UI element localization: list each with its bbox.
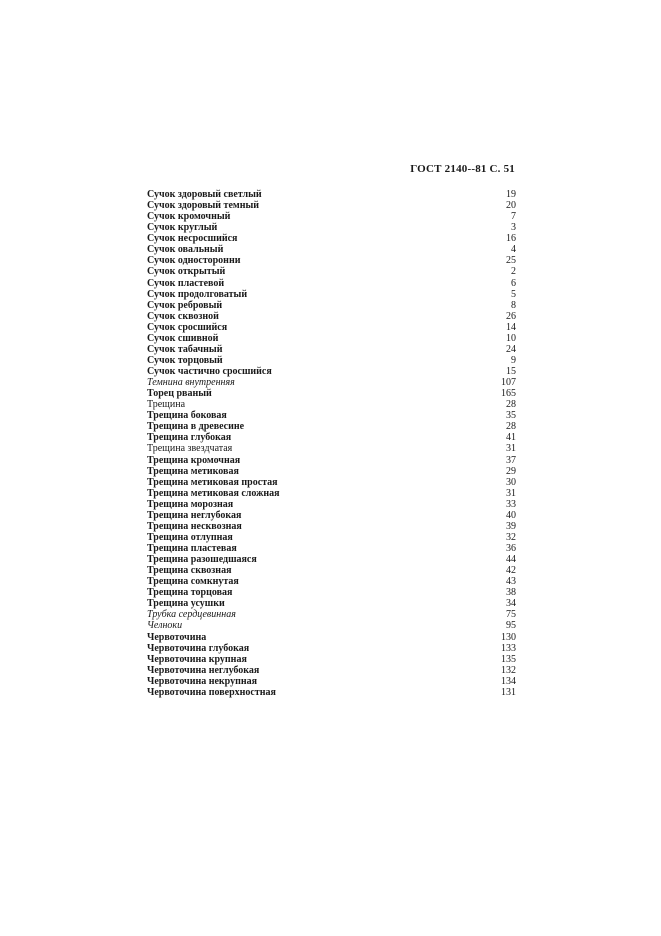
index-term: Сучок сквозной [147,310,219,322]
index-term: Сучок овальный [147,244,224,256]
index-page-number: 42 [506,565,516,577]
index-term: Червоточина крупная [147,653,247,665]
index-entry [147,300,516,311]
index-entry [147,311,516,322]
terms-index [147,189,516,698]
index-page-number: 135 [501,653,516,665]
index-page-number: 2 [511,266,516,278]
index-term: Трещина сквозная [147,565,232,577]
index-term: Трещина пластевая [147,543,237,554]
index-term: Трещина неглубокая [147,509,242,521]
index-entry [147,344,516,355]
index-page-number: 10 [506,332,516,344]
index-term: Трубка сердцевинная [147,609,236,621]
index-entry [147,200,516,211]
index-page-number: 28 [506,421,516,433]
index-entry [147,421,516,432]
index-term: Трещина морозная [147,498,234,510]
index-page-number: 25 [506,255,516,267]
index-term: Сучок открытый [147,266,226,278]
index-page-number: 38 [506,587,516,599]
index-page-number: 107 [501,377,516,389]
index-page-number: 20 [506,200,516,212]
index-term: Червоточина [147,631,207,643]
index-page-number: 16 [506,233,516,245]
index-entry [147,211,516,222]
index-page-number: 9 [511,354,516,366]
index-entry [147,222,516,233]
index-entry [147,410,516,421]
index-term: Сучок здоровый темный [147,200,260,212]
index-page-number: 31 [506,487,516,499]
index-page-number: 40 [506,509,516,521]
index-entry [147,322,516,333]
index-entry [147,576,516,587]
index-page-number: 32 [506,531,516,543]
index-entry [147,499,516,510]
index-term: Трещина несквозная [147,520,242,532]
index-term: Трещина боковая [147,410,227,422]
index-term: Сучок табачный [147,343,223,355]
index-page-number: 165 [501,388,516,400]
index-term: Сучок несросшийся [147,233,238,245]
index-term: Червоточина неглубокая [147,664,260,676]
index-page-number: 19 [506,189,516,200]
index-entry [147,676,516,687]
page-header: ГОСТ 2140--81 С. 51 [410,163,515,175]
index-page-number: 24 [506,343,516,355]
index-page-number: 8 [511,299,516,311]
index-entry [147,587,516,598]
index-page-number: 5 [511,288,516,300]
index-term: Трещина глубокая [147,432,232,444]
index-entry [147,333,516,344]
index-term: Сучок продолговатый [147,288,248,300]
index-page-number: 36 [506,543,516,554]
index-term: Сучок круглый [147,222,218,234]
index-page-number: 30 [506,476,516,488]
index-entry [147,543,516,554]
index-page-number: 95 [506,620,516,632]
index-entry [147,189,516,200]
index-page-number: 44 [506,554,516,566]
index-term: Сучок сросшийся [147,321,228,333]
index-term: Червоточина поверхностная [147,686,276,698]
index-term: Трещина кромочная [147,454,241,466]
index-term: Темнина внутренняя [147,377,235,389]
index-page-number: 133 [501,642,516,654]
index-page-number: 29 [506,465,516,477]
index-term: Трещина в древесине [147,421,245,433]
index-page-number: 6 [511,277,516,289]
index-page-number: 14 [506,321,516,333]
index-entry [147,620,516,631]
index-entry [147,266,516,277]
index-entry [147,565,516,576]
index-term: Сучок торцовый [147,354,223,366]
index-entry [147,399,516,410]
index-page-number: 3 [511,222,516,234]
index-term: Червоточина некрупная [147,675,258,687]
index-term: Сучок частично сросшийся [147,366,272,377]
index-term: Трещина метиковая сложная [147,487,280,499]
index-entry [147,632,516,643]
index-entry [147,643,516,654]
index-entry [147,366,516,377]
index-page-number: 34 [506,598,516,610]
index-page-number: 41 [506,432,516,444]
index-page-number: 75 [506,609,516,621]
index-page-number: 31 [506,443,516,455]
index-entry [147,278,516,289]
index-page-number: 43 [506,576,516,588]
index-page-number: 7 [511,211,516,223]
index-term: Трещина разошедшаяся [147,554,257,566]
index-term: Червоточина глубокая [147,642,250,654]
index-page-number: 33 [506,498,516,510]
index-page-number: 39 [506,520,516,532]
index-page-number: 134 [501,675,516,687]
index-entry [147,432,516,443]
index-entry [147,609,516,620]
index-term: Трещина метиковая простая [147,476,278,488]
index-entry [147,510,516,521]
index-entry [147,488,516,499]
index-term: Сучок ребровый [147,299,223,311]
index-entry [147,289,516,300]
index-page-number: 130 [501,631,516,643]
index-term: Торец рваный [147,388,212,400]
index-page-number: 35 [506,410,516,422]
index-term: Трещина отлупная [147,531,233,543]
index-page-number: 132 [501,664,516,676]
index-term: Трещина звездчатая [147,443,233,455]
index-entry [147,598,516,609]
index-entry [147,654,516,665]
index-entry [147,255,516,266]
index-entry [147,532,516,543]
index-entry [147,665,516,676]
index-entry [147,355,516,366]
index-term: Сучок кромочный [147,211,231,223]
index-entry [147,388,516,399]
index-term: Трещина сомкнутая [147,576,239,588]
index-entry [147,233,516,244]
index-entry [147,687,516,698]
index-entry [147,477,516,488]
index-term: Трещина [147,399,186,411]
index-page-number: 131 [501,686,516,698]
index-entry [147,466,516,477]
index-entry [147,455,516,466]
index-page-number: 15 [506,366,516,377]
index-term: Трещина усушки [147,598,225,610]
index-entry [147,377,516,388]
index-page-number: 4 [511,244,516,256]
index-entry [147,554,516,565]
index-term: Сучок сшивной [147,332,219,344]
index-entry [147,521,516,532]
index-entry [147,244,516,255]
index-term: Сучок пластевой [147,277,225,289]
index-term: Трещина торцовая [147,587,233,599]
index-page-number: 37 [506,454,516,466]
index-term: Челноки [147,620,183,632]
index-page-number: 26 [506,310,516,322]
index-term: Трещина метиковая [147,465,239,477]
index-term: Сучок здоровый светлый [147,189,262,200]
index-page-number: 28 [506,399,516,411]
index-entry [147,443,516,454]
index-term: Сучок односторонни [147,255,241,267]
